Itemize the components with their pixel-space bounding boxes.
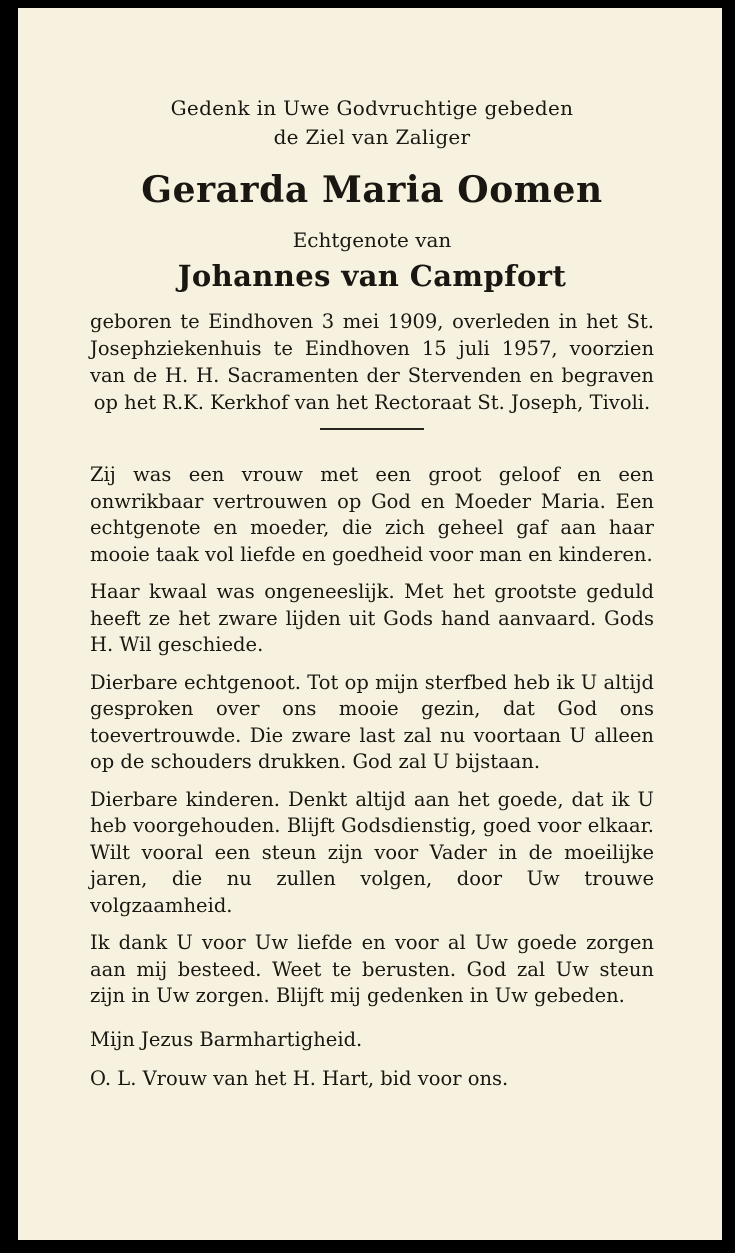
spouse-name: Johannes van Campfort [177, 259, 567, 293]
paragraph-children: Dierbare kinderen. Denkt altijd aan het goede, dat ik U heb voorgehouden. Blijft Godsdienstig, goed voor elkaar. Wilt vooral een steun zijn voor Vader in de moeilijke jaren, die nu zullen volgen, door Uw trouwe volgzaamheid. [90, 787, 654, 917]
memorial-card [18, 8, 722, 1240]
paragraph-spouse: Dierbare echtgenoot. Tot op mijn sterfbed heb ik U altijd gesproken over ons mooie gezin, dat God ons toevertrouwde. Die zware last zal nu voortaan U alleen op de schouders drukken. God zal U bijstaan. [90, 670, 654, 773]
paragraph-faith: Zij was een vrouw met een groot geloof en een onwrikbaar vertrouwen op God en Moeder Maria. Een echtgenote en moeder, die zich geheel gaf aan haar mooie taak vol liefde en goedheid voor man en kinderen. [90, 463, 654, 566]
intro-text [90, 94, 654, 152]
prayer-line-1: Mijn Jezus Barmhartigheid. [90, 1027, 363, 1051]
spouse-of-label: Echtgenote van [292, 228, 452, 252]
deceased-name: Gerarda Maria Oomen [141, 169, 603, 211]
divider-line [320, 428, 424, 430]
prayer-line-2: O. L. Vrouw van het H. Hart, bid voor ons. [90, 1066, 509, 1090]
paragraph-illness: Haar kwaal was ongeneeslijk. Met het grootste geduld heeft ze het zware lijden uit Gods hand aanvaard. Gods H. Wil geschiede. [90, 580, 654, 656]
paragraph-thanks: Ik dank U voor Uw liefde en voor al Uw goede zorgen aan mij besteed. Weet te berusten. God zal Uw steun zijn in Uw zorgen. Blijft mij gedenken in Uw gebeden. [90, 931, 654, 1007]
biography: geboren te Eindhoven 3 mei 1909, overleden in het St. Josephziekenhuis te Eindhoven 15 juli 1957, voorzien van de H. H. Sacramenten der Stervenden en begraven op het R.K. Kerkhof van het Rectoraat St. Joseph, Tivoli. [90, 310, 654, 414]
intro-line-1: Gedenk in Uwe Godvruchtige gebeden [170, 96, 574, 120]
intro-line-2: de Ziel van Zaliger [273, 125, 471, 149]
